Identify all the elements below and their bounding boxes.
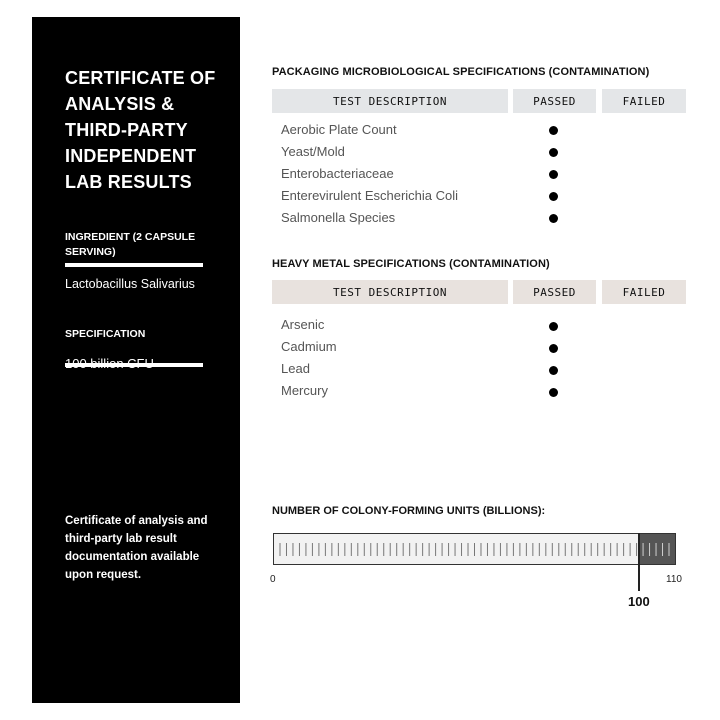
header-test-description: TEST DESCRIPTION: [272, 280, 508, 304]
cfu-title: NUMBER OF COLONY-FORMING UNITS (BILLIONS):: [272, 505, 546, 517]
table-row-label: Salmonella Species: [281, 210, 396, 225]
availability-note: Certificate of analysis and third-party lab result documentation available upon request.: [65, 515, 208, 581]
table-row-label: Lead: [281, 361, 310, 376]
specification-value: 100 billion CFU: [65, 356, 154, 371]
gauge-value-label: 100: [628, 594, 650, 609]
gauge-min-label: 0: [270, 574, 276, 585]
table-row-label: Yeast/Mold: [281, 144, 345, 159]
header-passed: PASSED: [513, 89, 596, 113]
cfu-value-marker: [638, 533, 640, 591]
ingredient-value: Lactobacillus Salivarius: [65, 277, 195, 291]
micro-section-title: PACKAGING MICROBIOLOGICAL SPECIFICATIONS (CONTAMINATION): [272, 66, 650, 78]
certificate-title: CERTIFICATE OF ANALYSIS & THIRD-PARTY INDEPENDENT LAB RESULTS: [65, 68, 216, 192]
specification-label: SPECIFICATION: [65, 328, 146, 340]
table-row-label: Arsenic: [281, 317, 325, 332]
table-row-label: Enterobacteriaceae: [281, 166, 394, 181]
table-row-label: Cadmium: [281, 339, 337, 354]
gauge-max-label: 110: [666, 574, 682, 585]
ingredient-label: INGREDIENT (2 CAPSULE SERVING): [65, 231, 196, 258]
table-row-label: Mercury: [281, 383, 328, 398]
header-test-description: TEST DESCRIPTION: [272, 89, 508, 113]
table-row-label: Aerobic Plate Count: [281, 122, 397, 137]
table-row-label: Enterevirulent Escherichia Coli: [281, 188, 459, 203]
header-failed: FAILED: [602, 89, 686, 113]
header-passed: PASSED: [513, 280, 596, 304]
metals-section-title: HEAVY METAL SPECIFICATIONS (CONTAMINATION): [272, 258, 550, 270]
header-failed: FAILED: [602, 280, 686, 304]
